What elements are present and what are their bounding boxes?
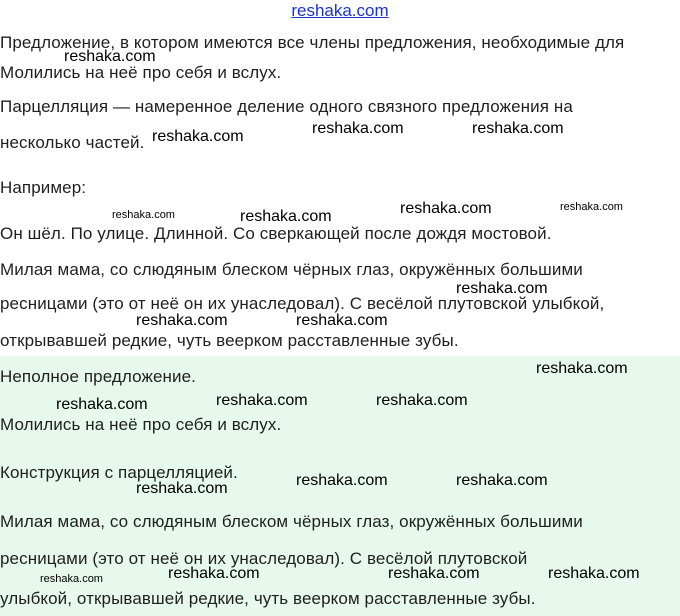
watermark-text: reshaka.com — [560, 201, 623, 213]
watermark-text: reshaka.com — [296, 472, 388, 489]
watermark-text: reshaka.com — [168, 565, 260, 582]
parcellation-definition-line-2: несколько частей. — [0, 133, 145, 152]
watermark-text: reshaka.com — [376, 392, 468, 409]
watermark-text: reshaka.com — [400, 200, 492, 217]
watermark-text: reshaka.com — [216, 392, 308, 409]
answer-sentence-1: Молились на неё про себя и вслух. — [0, 415, 282, 434]
example-2-line-1: Милая мама, со слюдяным блеском чёрных глаз, окружённых большими — [0, 260, 583, 279]
example-label: Например: — [0, 178, 87, 197]
watermark-text: reshaka.com — [40, 573, 103, 585]
answer-sentence-2-line-2: ресницами (это от неё он их унаследовал). С весёлой плутовской — [0, 549, 528, 568]
answer-type-1: Неполное предложение. — [0, 367, 196, 386]
watermark-text: reshaka.com — [388, 565, 480, 582]
watermark-text: reshaka.com — [548, 565, 640, 582]
watermark-text: reshaka.com — [64, 48, 156, 65]
definition-line: Предложение, в котором имеются все члены предложения, необходимые для — [0, 33, 625, 52]
answer-sentence-2-line-1: Милая мама, со слюдяным блеском чёрных глаз, окружённых большими — [0, 512, 583, 531]
watermark-text: reshaka.com — [136, 480, 228, 497]
watermark-text: reshaka.com — [112, 209, 175, 221]
watermark-text: reshaka.com — [136, 312, 228, 329]
site-header-link[interactable]: reshaka.com — [291, 1, 389, 20]
example-1-line: Он шёл. По улице. Длинной. Со сверкающей после дождя мостовой. — [0, 224, 552, 243]
example-2-line-3: открывавшей редкие, чуть веерком расставленные зубы. — [0, 331, 459, 350]
watermark-text: reshaka.com — [296, 312, 388, 329]
answer-type-2: Конструкция с парцелляцией. — [0, 463, 238, 482]
answer-sentence-2-line-3: улыбкой, открывавшей редкие, чуть веерком расставленные зубы. — [0, 589, 536, 608]
parcellation-definition-line-1: Парцелляция — намеренное деление одного связного предложения на — [0, 97, 573, 116]
watermark-text: reshaka.com — [536, 360, 628, 377]
example-repeat-line: Молились на неё про себя и вслух. — [0, 63, 282, 82]
watermark-text: reshaka.com — [152, 128, 244, 145]
watermark-text: reshaka.com — [456, 472, 548, 489]
watermark-text: reshaka.com — [312, 120, 404, 137]
watermark-text: reshaka.com — [456, 280, 548, 297]
example-2-line-2: ресницами (это от неё он их унаследовал). С весёлой плутовской улыбкой, — [0, 294, 605, 313]
watermark-text: reshaka.com — [56, 396, 148, 413]
watermark-text: reshaka.com — [240, 208, 332, 225]
watermark-text: reshaka.com — [472, 120, 564, 137]
